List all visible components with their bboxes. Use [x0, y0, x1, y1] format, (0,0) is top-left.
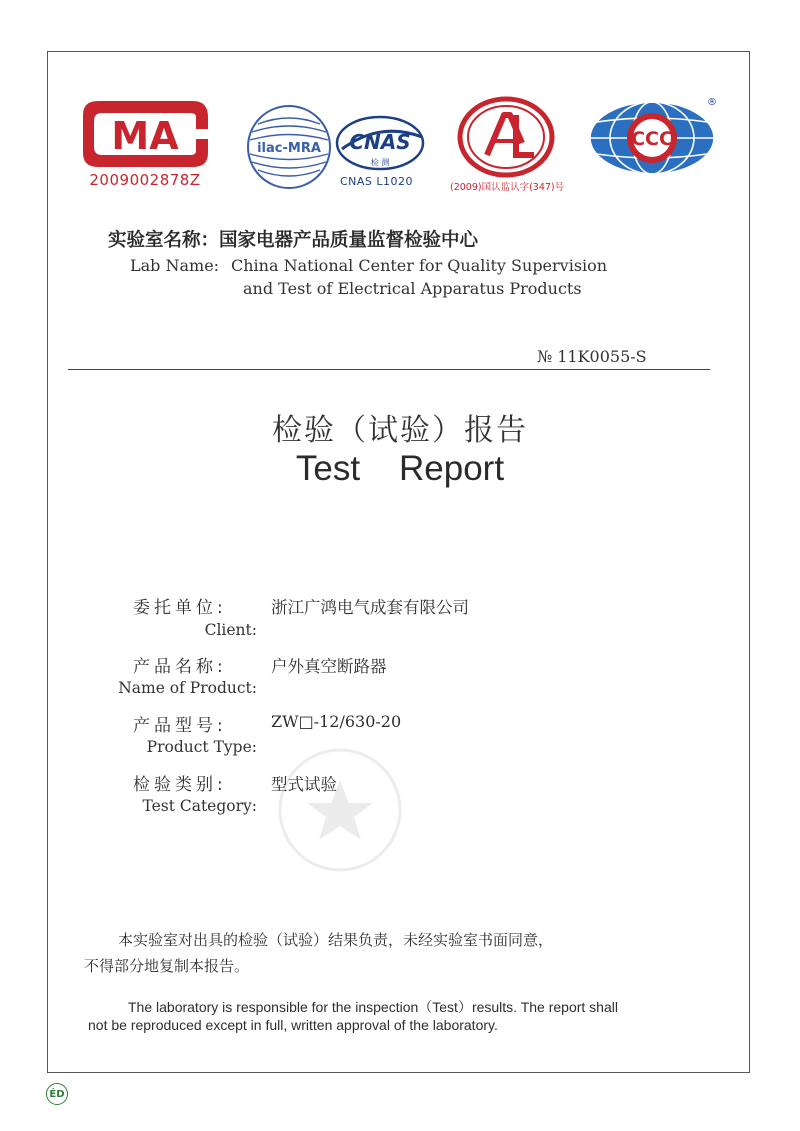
- svg-text:MA: MA: [111, 114, 179, 158]
- field-product-name-label-en: Name of Product:: [118, 679, 257, 697]
- divider-line: [68, 369, 710, 370]
- report-title-cn: 检验（试验）报告: [272, 413, 528, 448]
- field-product-type-label-en: Product Type:: [146, 738, 257, 756]
- field-client-value: 浙江广鸿电气成套有限公司: [271, 598, 469, 617]
- cnas-text: CNAS: [349, 130, 411, 154]
- disclaimer-cn-line1: 本实验室对出具的检验（试验）结果负责，未经实验室书面同意，: [118, 931, 554, 949]
- field-product-name-label-cn: 产品名称:: [133, 657, 227, 677]
- report-title-en: Test Report: [295, 449, 505, 488]
- document-frame: [47, 51, 750, 1073]
- disclaimer-en-line2: not be reproduced except in full, written approval of the laboratory.: [88, 1017, 498, 1033]
- ilac-mra-logo: [244, 102, 334, 192]
- field-test-category-label-en: Test Category:: [142, 797, 257, 815]
- cnas-code: CNAS L1020: [340, 175, 414, 188]
- disclaimer-cn-line2: 不得部分地复制本报告。: [84, 957, 250, 975]
- lab-name-en-line2: and Test of Electrical Apparatus Products: [243, 279, 582, 298]
- svg-text:ilac-MRA: ilac-MRA: [257, 141, 321, 156]
- field-product-type-value: ZW□-12/630-20: [271, 712, 402, 731]
- svg-text:CCC: CCC: [631, 128, 673, 150]
- report-number: № 11K0055-S: [537, 347, 647, 366]
- al-logo: [450, 95, 565, 195]
- globe-cqc-logo: [585, 98, 720, 178]
- al-caption: (2009)国认监认字(347)号: [450, 182, 565, 193]
- field-product-type-label-cn: 产品型号:: [133, 716, 227, 736]
- lab-name-cn: 实验室名称：国家电器产品质量监督检验中心: [108, 230, 479, 251]
- cnas-sub: 检 测: [370, 158, 390, 167]
- registered-mark: ®: [707, 97, 717, 108]
- cnas-logo: [334, 113, 429, 193]
- field-client-label-cn: 委托单位:: [133, 598, 227, 618]
- faint-seal-stamp: [265, 745, 415, 875]
- cma-logo: [78, 95, 213, 195]
- field-client-label-en: Client:: [204, 621, 257, 639]
- footer-mark-icon: ÉD: [46, 1083, 68, 1105]
- lab-name-en-line1: China National Center for Quality Supervision: [231, 256, 608, 275]
- disclaimer-en-line1: The laboratory is responsible for the inspection（Test）results. The report shall: [128, 999, 618, 1015]
- field-test-category-value: 型式试验: [271, 775, 337, 794]
- field-product-name-value: 户外真空断路器: [271, 657, 387, 676]
- lab-name-label-en: Lab Name:: [130, 256, 220, 275]
- cma-number: 2009002878Z: [89, 171, 201, 189]
- field-test-category-label-cn: 检验类别:: [133, 775, 227, 795]
